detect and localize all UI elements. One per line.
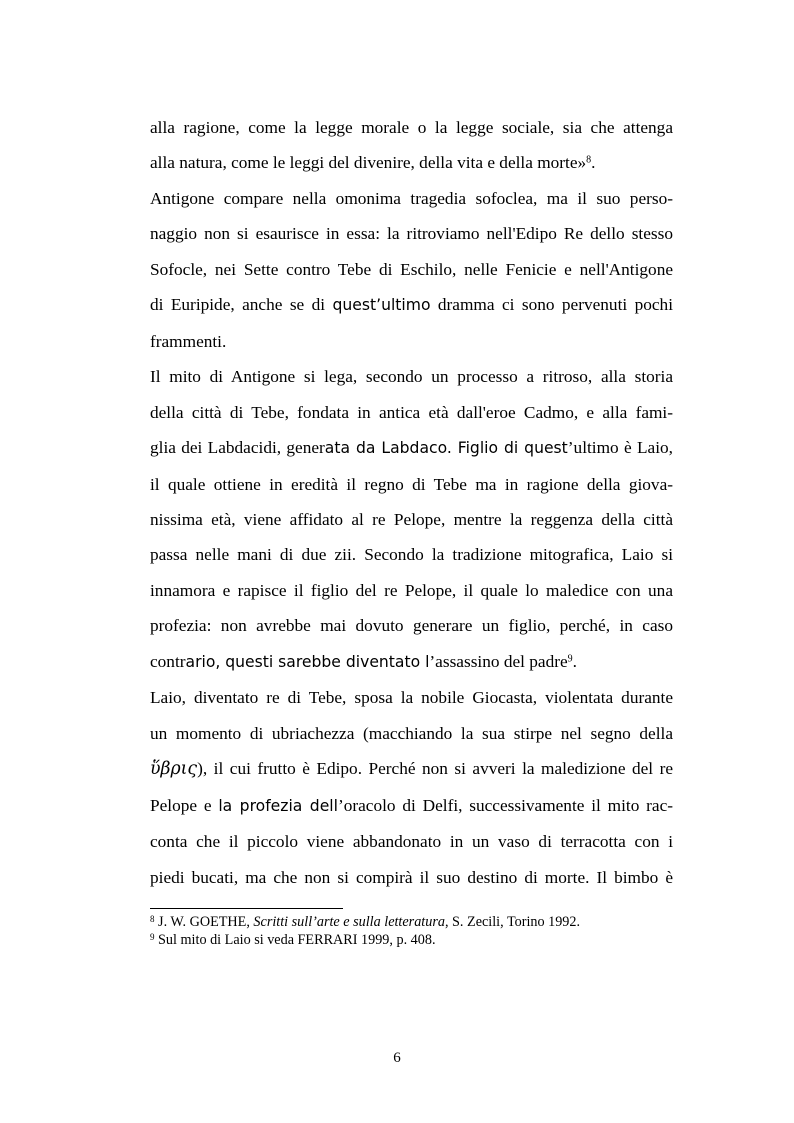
text-line: alla ragione, come la legge morale o la legge sociale, sia che attenga <box>150 118 673 137</box>
text-line: naggio non si esaurisce in essa: la ritroviamo nell'Edipo Re dello stesso <box>150 224 673 244</box>
text-line: il quale ottiene in eredità il regno di Tebe ma in ragione della giova- <box>150 474 673 494</box>
text-line: Pelope e la profezia dell’oracolo di Delfi, successivamente il mito rac- <box>150 795 673 815</box>
text-line: alla natura, come le leggi del divenire, della vita e della morte»$^8$. <box>150 153 596 173</box>
text-line: frammenti. <box>150 331 227 351</box>
footnote-ref-9[interactable]: 9 <box>567 653 573 665</box>
text-line: della città di Tebe, fondata in antica età dall'eroe Cadmo, e alla fami- <box>150 402 673 422</box>
footnotes <box>150 913 710 949</box>
text-line: di Euripide, anche se di quest’ultimo dramma ci sono pervenuti pochi <box>150 295 673 315</box>
text-line: passa nelle mani di due zii. Secondo la tradizione mitografica, Laio si <box>150 545 673 565</box>
greek-word: ὕβρις <box>150 759 198 780</box>
text-line: contrario, questi sarebbe diventato l’assassino del padre$^9$. <box>150 651 577 671</box>
footnote-8: $^8$ J. W. GOETHE, Scritti sull’arte e sulla letteratura, S. Zecili, Torino 1992. <box>150 913 581 930</box>
footnote-ref-8[interactable]: 8 <box>586 154 592 166</box>
text-line: Il mito di Antigone si lega, secondo un processo a ritroso, alla storia <box>150 367 673 387</box>
text-line: nissima età, viene affidato al re Pelope, mentre la reggenza della città <box>150 509 673 529</box>
text-line: piedi bucati, ma che non si compirà il suo destino di morte. Il bimbo è <box>150 867 673 887</box>
page-number: 6 <box>393 1050 401 1066</box>
text-line: conta che il piccolo viene abbandonato in un vaso di terracotta con i <box>150 832 673 852</box>
text-line: innamora e rapisce il figlio del re Pelope, il quale lo maledice con una <box>150 580 673 600</box>
body-text <box>150 110 673 895</box>
footnote-9: $^9$ Sul mito di Laio si veda FERRARI 1999, p. 408. <box>150 931 436 948</box>
text-line: un momento di ubriachezza (macchiando la sua stirpe nel segno della <box>150 723 673 743</box>
text-line: Antigone compare nella omonima tragedia sofoclea, ma il suo perso- <box>150 188 673 208</box>
text-line: ὕβρις), il cui frutto è Edipo. Perché non si avveri la maledizione del re <box>150 759 673 780</box>
footnote-separator <box>150 908 343 909</box>
text-line: Sofocle, nei Sette contro Tebe di Eschilo, nelle Fenicie e nell'Antigone <box>150 259 673 279</box>
text-line: profezia: non avrebbe mai dovuto generare un figlio, perché, in caso <box>150 616 673 636</box>
text-line: Laio, diventato re di Tebe, sposa la nobile Giocasta, violentata durante <box>150 688 673 708</box>
text-line: glia dei Labdacidi, generata da Labdaco. Figlio di quest’ultimo è Laio, <box>150 438 673 458</box>
